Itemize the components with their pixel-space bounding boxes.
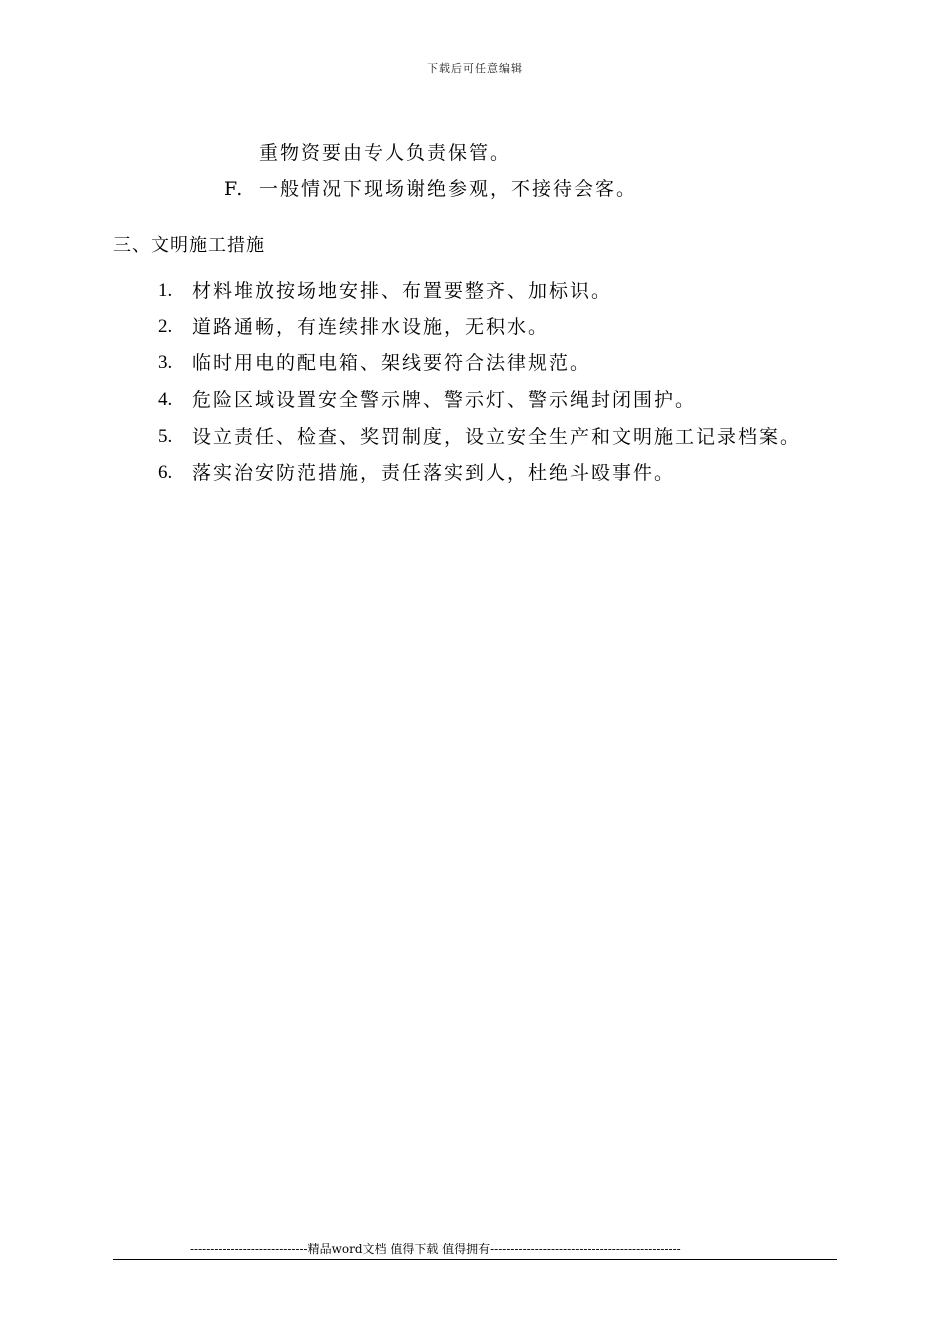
list-item-text: 材料堆放按场地安排、布置要整齐、加标识。 bbox=[192, 280, 613, 302]
list-item-number: 3. bbox=[158, 352, 173, 373]
page-header: 下载后可任意编辑 bbox=[427, 62, 523, 75]
list-item-text: 临时用电的配电箱、架线要符合法律规范。 bbox=[192, 352, 592, 374]
list-item-text: 危险区域设置安全警示牌、警示灯、警示绳封闭围护。 bbox=[192, 389, 697, 411]
list-item-number: 6. bbox=[158, 462, 173, 483]
list-item-number: 4. bbox=[158, 389, 173, 410]
list-item-text: 道路通畅，有连续排水设施，无积水。 bbox=[192, 316, 550, 338]
list-item-text: 一般情况下现场谢绝参观，不接待会客。 bbox=[259, 178, 638, 200]
continuation-text: 重物资要由专人负责保管。 bbox=[259, 142, 512, 164]
list-item-number: 1. bbox=[158, 280, 173, 301]
footer-text: -----------------------------精品word文档 值得下载 值得拥有----------------------------------------------- bbox=[190, 1242, 681, 1256]
list-item-text: 设立责任、检查、奖罚制度，设立安全生产和文明施工记录档案。 bbox=[192, 426, 802, 448]
footer-divider bbox=[113, 1259, 837, 1260]
list-item-number: 5. bbox=[158, 426, 173, 447]
list-item-number: 2. bbox=[158, 316, 173, 337]
section-heading: 三、文明施工措施 bbox=[113, 235, 265, 256]
list-item-text: 落实治安防范措施，责任落实到人，杜绝斗殴事件。 bbox=[192, 462, 676, 484]
list-item-marker: F. bbox=[224, 178, 245, 200]
